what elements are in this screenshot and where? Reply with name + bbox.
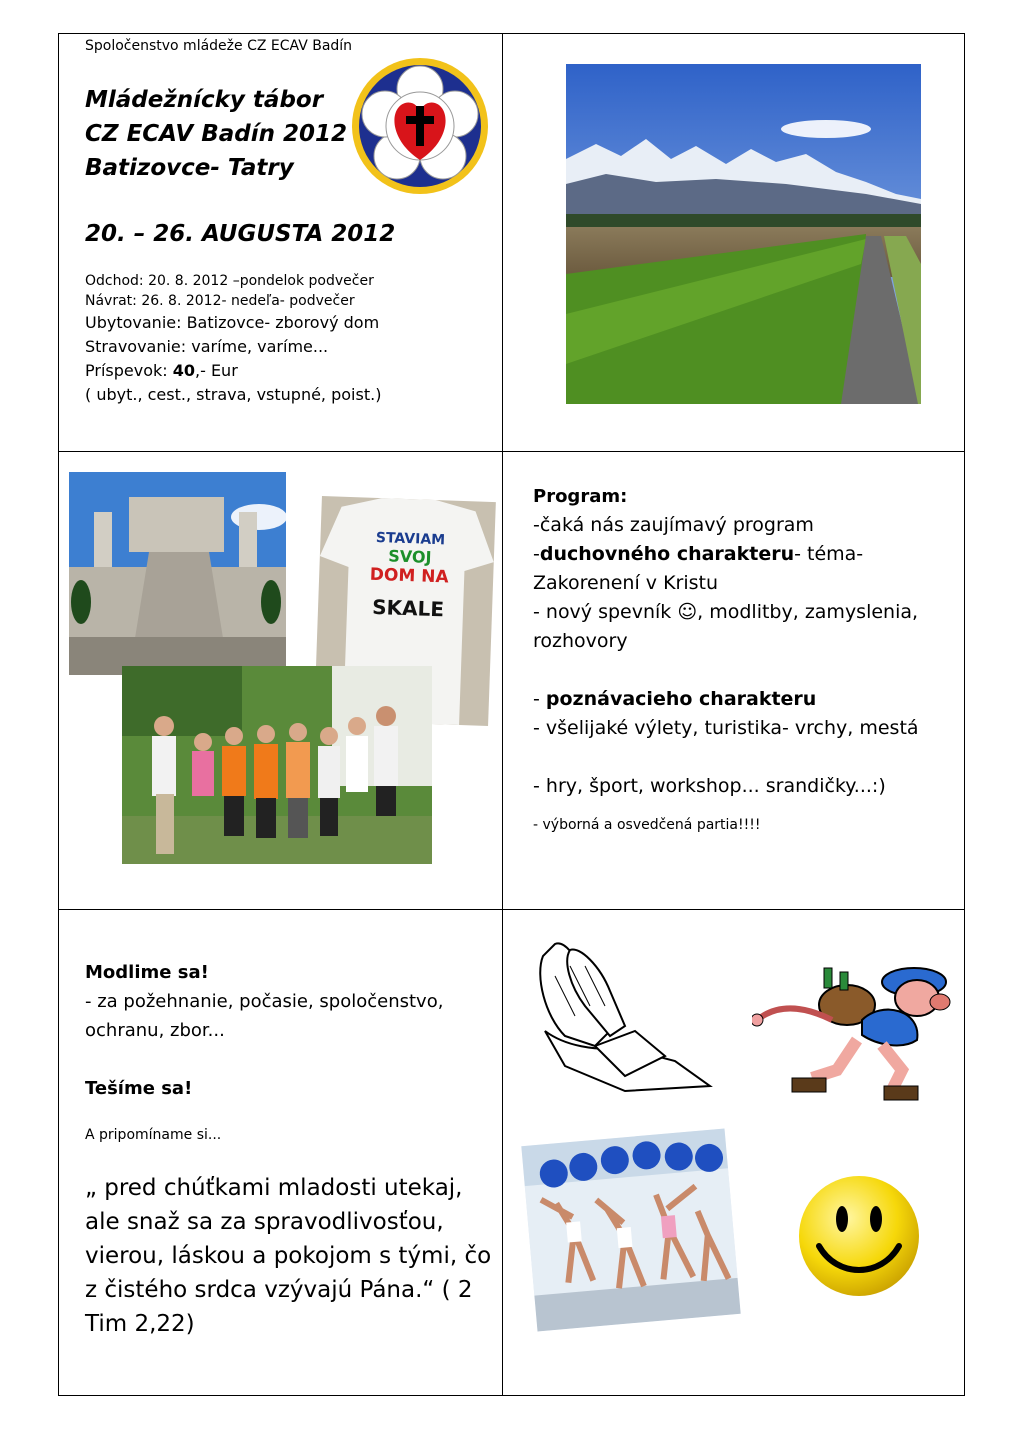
program-cell xyxy=(533,482,958,902)
detail-departure: Odchod: 20. 8. 2012 –pondelok podvečer xyxy=(85,273,374,289)
tshirt-print xyxy=(368,530,451,622)
program-line-2: -duchovného charakteru- téma- Zakorenení v Kristu xyxy=(533,543,864,594)
pray-heading: Modlime sa! xyxy=(85,962,209,983)
fee-currency: ,- Eur xyxy=(195,361,238,380)
detail-accommodation: Ubytovanie: Batizovce- zborový dom xyxy=(85,313,380,332)
row-divider-2 xyxy=(59,909,964,910)
camp-details xyxy=(85,271,495,407)
tatra-landscape-image xyxy=(566,64,921,404)
aerobics-photo xyxy=(521,1128,740,1331)
title-line-2: CZ ECAV Badín 2012 xyxy=(85,121,347,147)
program-line-4: - poznávacieho charakteru xyxy=(533,688,817,710)
smiley-icon xyxy=(797,1174,922,1299)
tshirt-line-2: SVOJ xyxy=(387,546,432,567)
group-photo xyxy=(122,666,432,864)
joy-heading: Tešíme sa! xyxy=(85,1078,193,1099)
praying-hands-icon xyxy=(525,936,715,1094)
org-name: Spoločenstvo mládeže CZ ECAV Badín xyxy=(85,38,353,54)
flyer-table xyxy=(58,33,965,1396)
program-line-5: - všelijaké výlety, turistika- vrchy, mestá xyxy=(533,717,919,739)
program-line-6: - hry, šport, workshop... srandičky...:) xyxy=(533,775,886,797)
program-educational: poznávacieho charakteru xyxy=(545,688,817,710)
tshirt-line-1: STAVIAM xyxy=(375,529,446,549)
camp-dates: 20. – 26. AUGUSTA 2012 xyxy=(85,221,396,247)
detail-fee xyxy=(85,359,495,383)
luther-rose-icon xyxy=(349,56,491,196)
fee-amount: 40 xyxy=(172,361,195,380)
tshirt-line-4: SKALE xyxy=(371,594,445,622)
title-line-3: Batizovce- Tatry xyxy=(85,155,294,181)
closing-cell xyxy=(85,958,495,1388)
program-line-3: - nový spevník ☺, modlitby, zamyslenia, rozhovory xyxy=(533,601,919,652)
detail-fee-includes: ( ubyt., cest., strava, vstupné, poist.) xyxy=(85,385,382,404)
title-line-1: Mládežnícky tábor xyxy=(85,87,324,113)
remind-text: A pripomíname si... xyxy=(85,1127,222,1143)
hiker-icon xyxy=(752,960,957,1105)
detail-food: Stravovanie: varíme, varíme... xyxy=(85,337,329,356)
program-heading: Program: xyxy=(533,486,628,507)
pray-text: - za požehnanie, počasie, spoločenstvo, ochranu, zbor... xyxy=(85,991,444,1041)
monument-photo xyxy=(69,472,286,675)
detail-return: Návrat: 26. 8. 2012- nedeľa- podvečer xyxy=(85,293,355,309)
program-spiritual: duchovného charakteru xyxy=(539,543,795,565)
program-line-1: -čaká nás zaujímavý program xyxy=(533,514,814,536)
column-divider xyxy=(502,34,503,1395)
row-divider-1 xyxy=(59,451,964,452)
bible-quote: „ pred chúťkami mladosti utekaj, ale snaž sa za spravodlivosťou, vierou, láskou a pokojom s tými, čo z čistého srdca vzývajú Pána.“ ( 2 Tim 2,22) xyxy=(85,1175,492,1337)
tshirt-line-3: DOM NA xyxy=(369,564,449,588)
program-line-7: - výborná a osvedčená partia!!!! xyxy=(533,817,761,833)
fee-label: Príspevok: xyxy=(85,361,173,380)
